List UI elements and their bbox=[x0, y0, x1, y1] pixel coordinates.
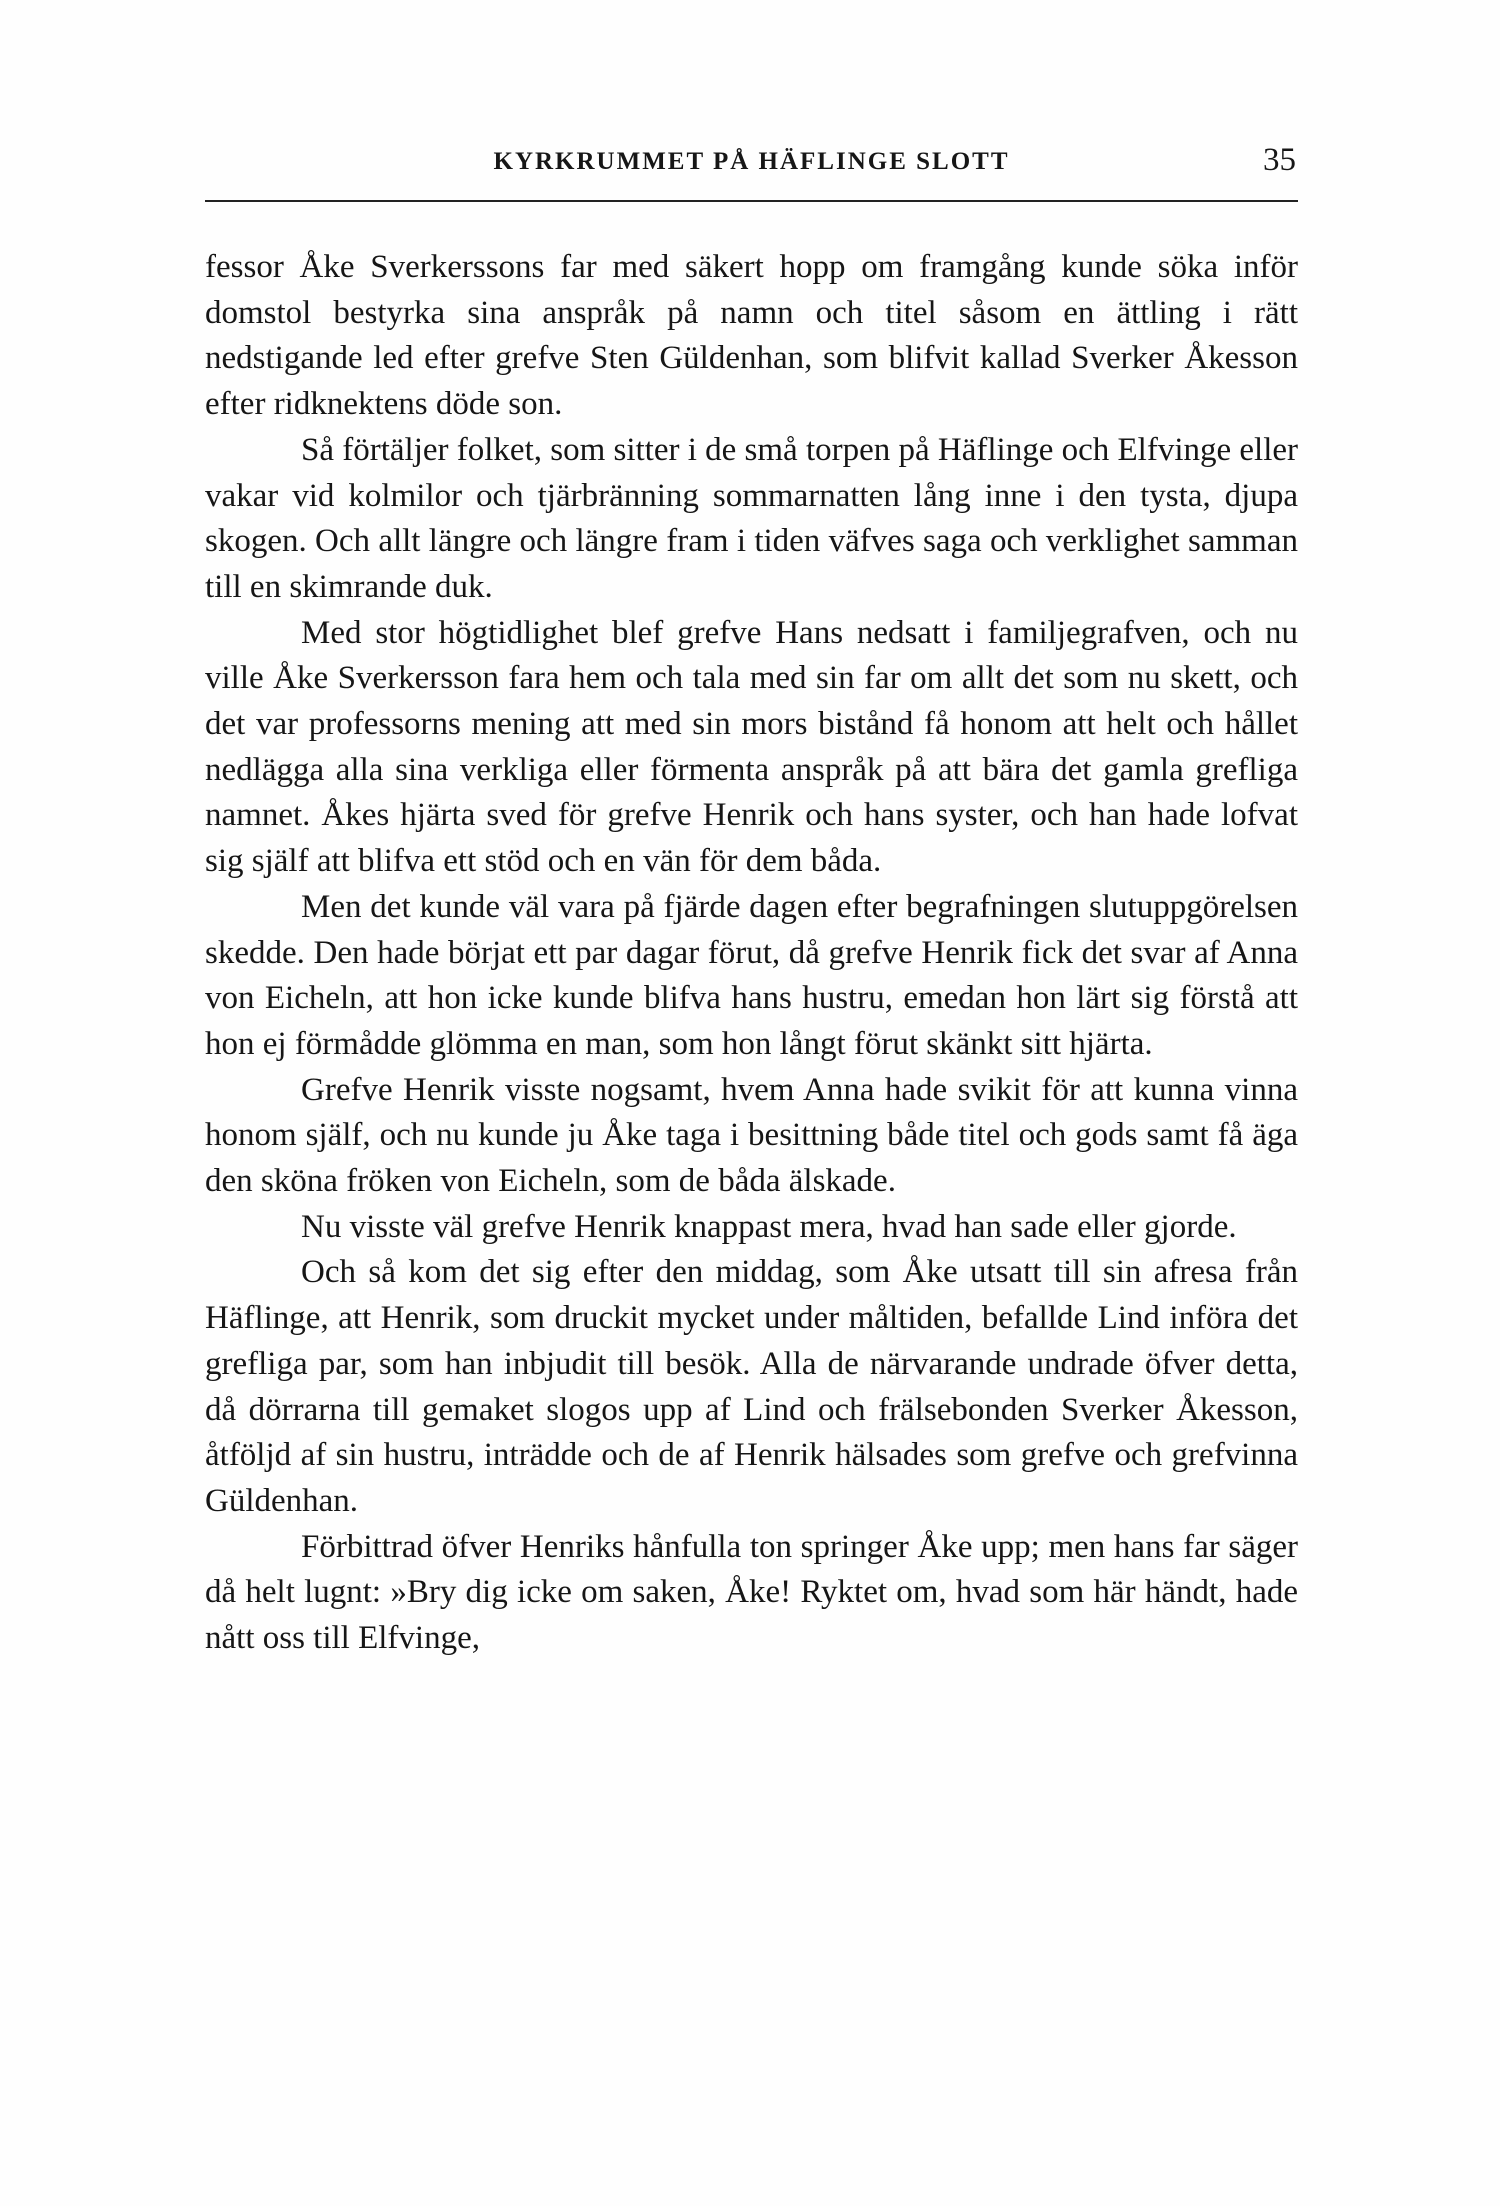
paragraph: Nu visste väl grefve Henrik knappast mera, hvad han sade eller gjorde. bbox=[301, 1208, 1237, 1245]
paragraph: Och så kom det sig efter den middag, som Åke utsatt till sin afresa från Häflinge, att Henrik, som druckit mycket under måltiden, befallde Lind införa det grefliga par, som han inbjudit till besök. Alla de närvarande undrade öfver detta, då dörrarna till gemaket slogos upp af Lind och frälsebonden Sverker Åkesson, åtföljd af sin hustru, inträdde och de af Henrik hälsades som grefve och grefvinna Güldenhan. bbox=[205, 1254, 1298, 1519]
running-title: KYRKRUMMET PÅ HÄFLINGE SLOTT bbox=[493, 148, 1010, 175]
paragraph: Förbittrad öfver Henriks hånfulla ton springer Åke upp; men hans far säger då helt lugnt: »Bry dig icke om saken, Åke! Ryktet om, hvad som här händt, hade nått oss till Elfvinge, bbox=[205, 1528, 1298, 1657]
body-text bbox=[205, 245, 1298, 1662]
page-number: 35 bbox=[1263, 142, 1296, 178]
paragraph: Så förtäljer folket, som sitter i de små torpen på Häflinge och Elfvinge eller vakar vid kolmilor och tjärbränning sommarnatten lång inne i den tysta, djupa skogen. Och allt längre och längre fram i tiden väfves saga och verklighet samman till en skimrande duk. bbox=[205, 431, 1299, 605]
paragraph: Grefve Henrik visste nogsamt, hvem Anna hade svikit för att kunna vinna honom själf, och nu kunde ju Åke taga i besittning både titel och gods samt få äga den sköna fröken von Eicheln, som de båda älskade. bbox=[205, 1071, 1298, 1200]
running-head bbox=[205, 142, 1298, 202]
paragraph: Men det kunde väl vara på fjärde dagen efter begrafningen slutuppgörelsen skedde. Den hade börjat ett par dagar förut, då grefve Henrik fick det svar af Anna von Eicheln, att hon icke kunde blifva hans hustru, emedan hon lärt sig förstå att hon ej förmådde glömma en man, som hon långt förut skänkt sitt hjärta. bbox=[205, 888, 1298, 1062]
paragraph: fessor Åke Sverkerssons far med säkert hopp om framgång kunde söka inför domstol bestyrka sina anspråk på namn och titel såsom en ättling i rätt nedstigande led efter grefve Sten Güldenhan, som blifvit kallad Sverker Åkesson efter ridknektens döde son. bbox=[205, 249, 1298, 423]
paragraph: Med stor högtidlighet blef grefve Hans nedsatt i familjegrafven, och nu ville Åke Sverkersson fara hem och tala med sin far om allt det som nu skett, och det var professorns mening att med sin mors bistånd få honom att helt och hållet nedlägga alla sina verkliga eller förmenta anspråk på att bära det gamla grefliga namnet. Åkes hjärta sved för grefve Henrik och hans syster, och han hade lofvat sig själf att blifva ett stöd och en vän för dem båda. bbox=[205, 614, 1298, 880]
